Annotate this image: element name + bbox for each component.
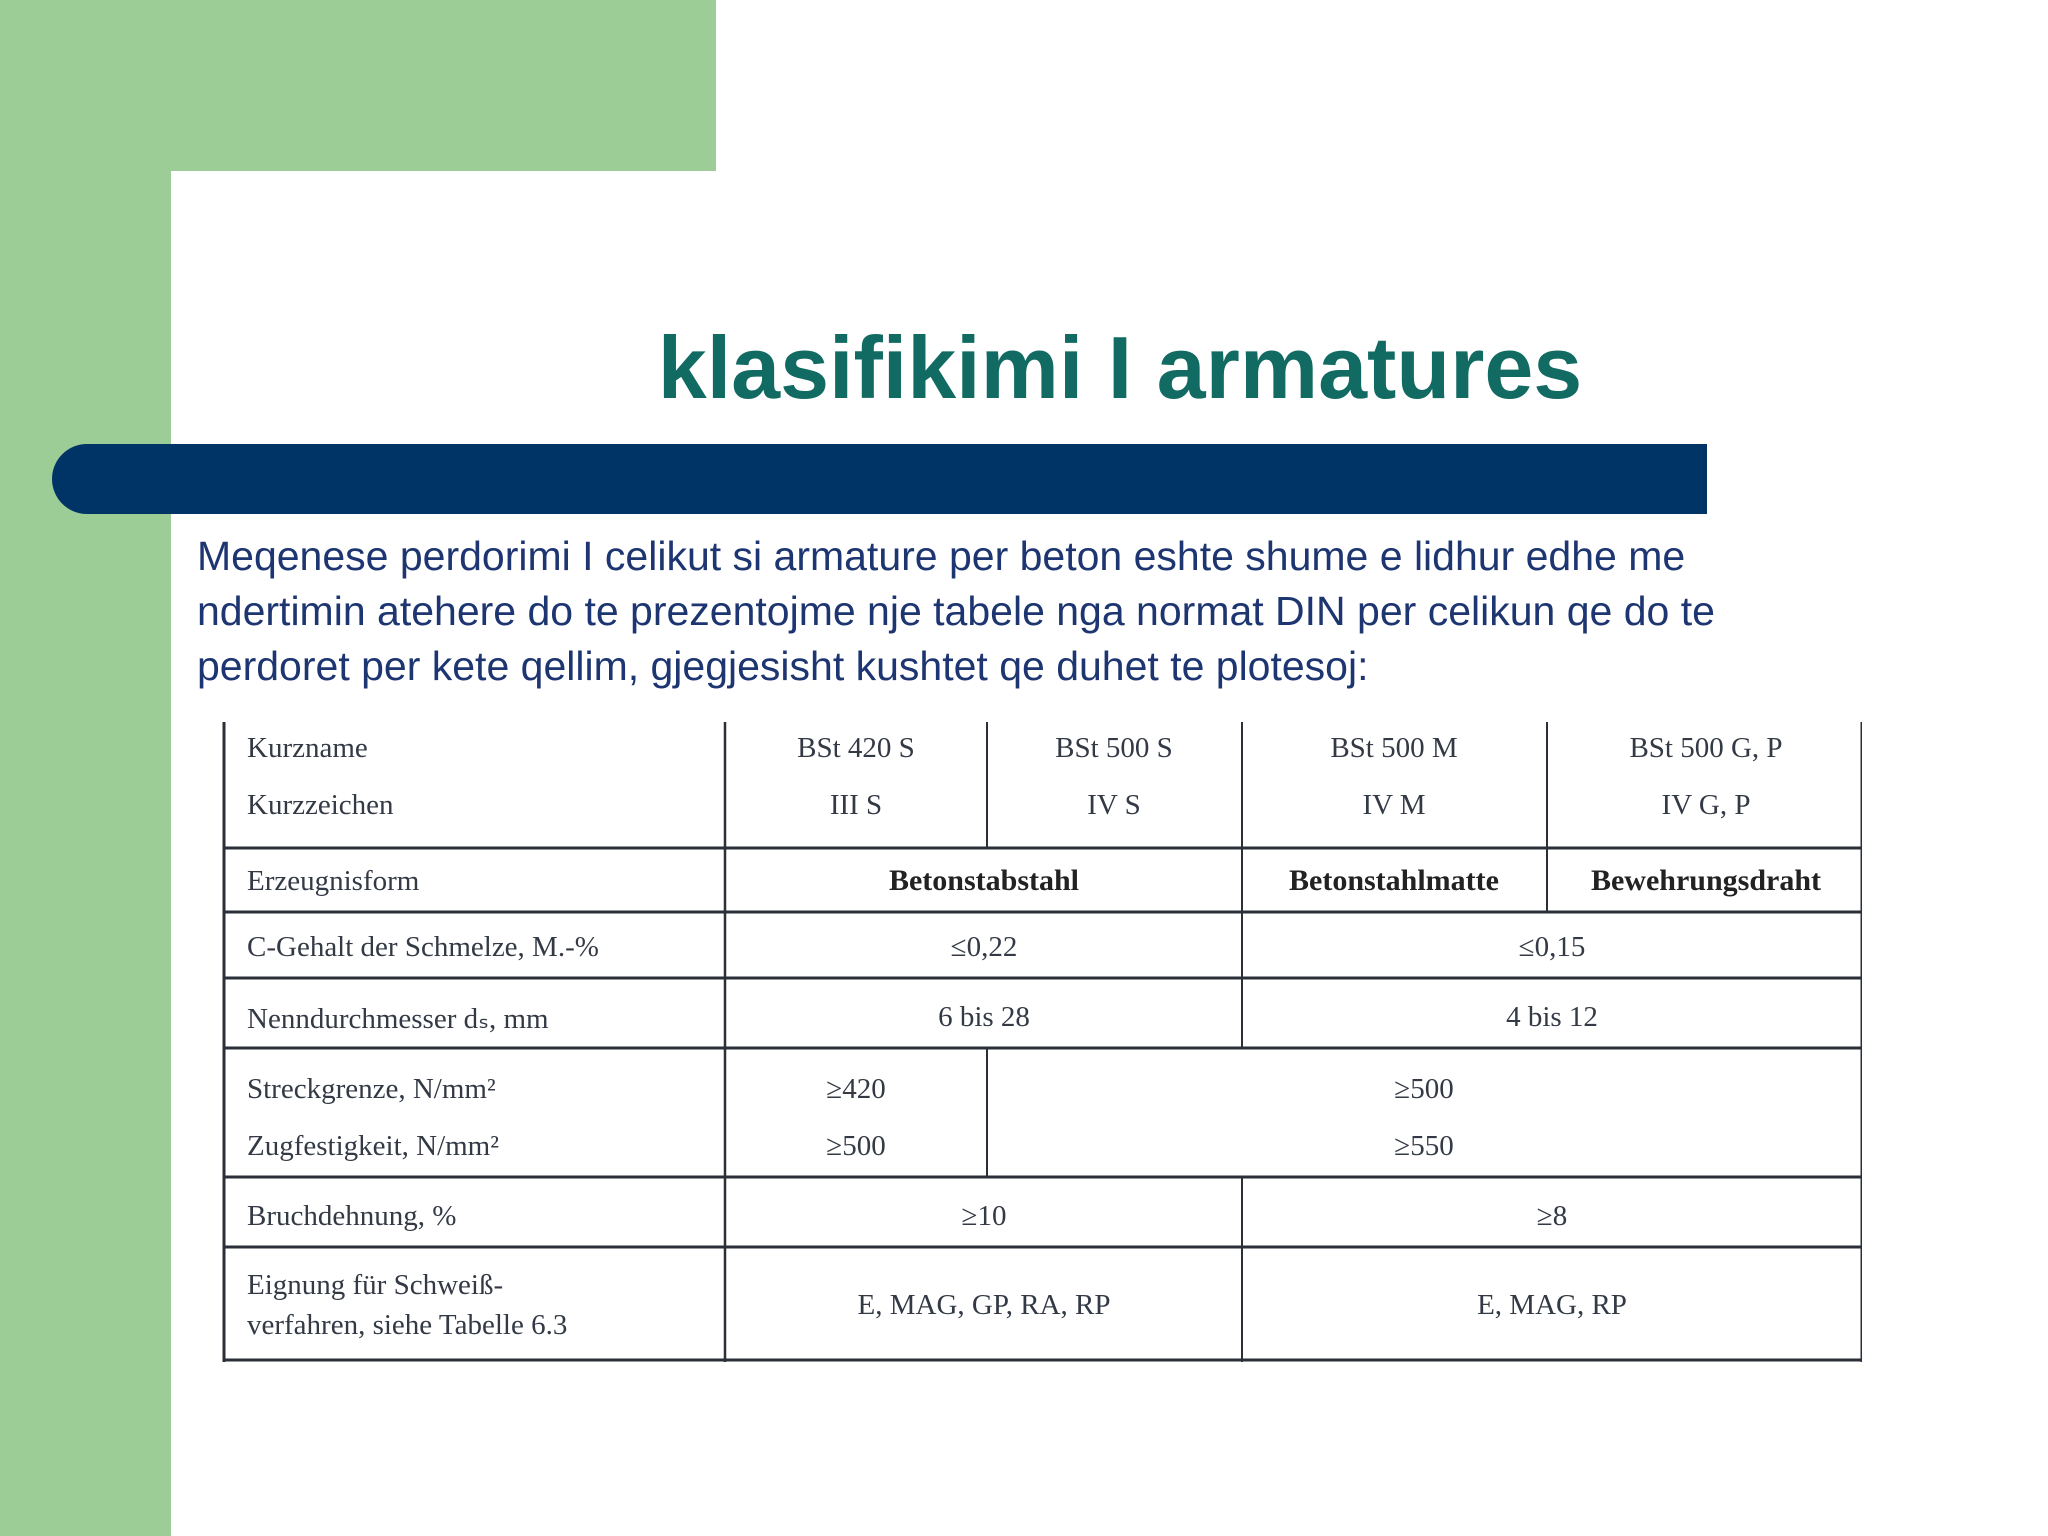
cell-kurzzeichen: IV S xyxy=(1087,789,1141,821)
row-label-kurzname: Kurzname xyxy=(247,732,368,764)
row-label-erzeugnisform: Erzeugnisform xyxy=(247,865,420,897)
row-label-streckgrenze: Streckgrenze, N/mm² xyxy=(247,1073,496,1105)
cell-bruchdehnung: ≥10 xyxy=(961,1200,1007,1232)
cell-nenndurchmesser: 6 bis 28 xyxy=(938,1001,1030,1033)
row-label-kurzzeichen: Kurzzeichen xyxy=(247,789,394,821)
row-label-zugfestigkeit: Zugfestigkeit, N/mm² xyxy=(247,1130,499,1162)
cell-eignung: E, MAG, RP xyxy=(1477,1289,1627,1321)
cell-streckgrenze: ≥420 xyxy=(826,1073,886,1105)
cell-erzeugnisform: Betonstabstahl xyxy=(888,864,1080,897)
cell-bruchdehnung: ≥8 xyxy=(1536,1200,1568,1232)
cell-eignung: E, MAG, GP, RA, RP xyxy=(857,1289,1111,1321)
slide-body-text xyxy=(197,529,1917,694)
title-underline-bar xyxy=(52,444,1707,514)
cell-erzeugnisform: Bewehrungsdraht xyxy=(1590,864,1822,897)
cell-kurzzeichen: III S xyxy=(829,789,883,821)
table-image xyxy=(222,722,1862,1362)
cell-kurzzeichen: IV M xyxy=(1362,789,1426,821)
cell-kurzname: BSt 420 S xyxy=(797,732,915,764)
body-line: Meqenese perdorimi I celikut si armature per beton eshte shume e lidhur edhe me xyxy=(197,533,1686,579)
cell-erzeugnisform: Betonstahlmatte xyxy=(1289,864,1499,897)
row-label-nenndurchmesser: Nenndurchmesser dₛ, mm xyxy=(247,1003,549,1035)
cell-nenndurchmesser: 4 bis 12 xyxy=(1506,1001,1598,1033)
cell-kurzzeichen: IV G, P xyxy=(1661,789,1751,821)
row-label-eignung: Eignung für Schweiß- xyxy=(247,1269,504,1301)
slide-title: klasifikimi I armatures xyxy=(657,318,1583,417)
cell-kurzname: BSt 500 G, P xyxy=(1629,732,1783,764)
cell-zugfestigkeit: ≥500 xyxy=(826,1130,886,1162)
row-label-eignung-cont: verfahren, siehe Tabelle 6.3 xyxy=(247,1309,568,1341)
body-line: perdoret per kete qellim, gjegjesisht kushtet qe duhet te plotesoj: xyxy=(197,643,1369,689)
cell-streckgrenze: ≥500 xyxy=(1394,1073,1454,1105)
cell-c-gehalt: ≤0,22 xyxy=(950,931,1018,963)
row-label-c-gehalt: C-Gehalt der Schmelze, M.-% xyxy=(247,931,599,963)
cell-c-gehalt: ≤0,15 xyxy=(1518,931,1586,963)
green-side-strip xyxy=(0,0,171,1536)
body-line: ndertimin atehere do te prezentojme nje tabele nga normat DIN per celikun qe do te xyxy=(197,588,1715,634)
cell-kurzname: BSt 500 S xyxy=(1055,732,1173,764)
row-label-bruchdehnung: Bruchdehnung, % xyxy=(247,1200,457,1232)
cell-zugfestigkeit: ≥550 xyxy=(1394,1130,1454,1162)
cell-kurzname: BSt 500 M xyxy=(1330,732,1458,764)
din-steel-table xyxy=(222,722,1862,1362)
